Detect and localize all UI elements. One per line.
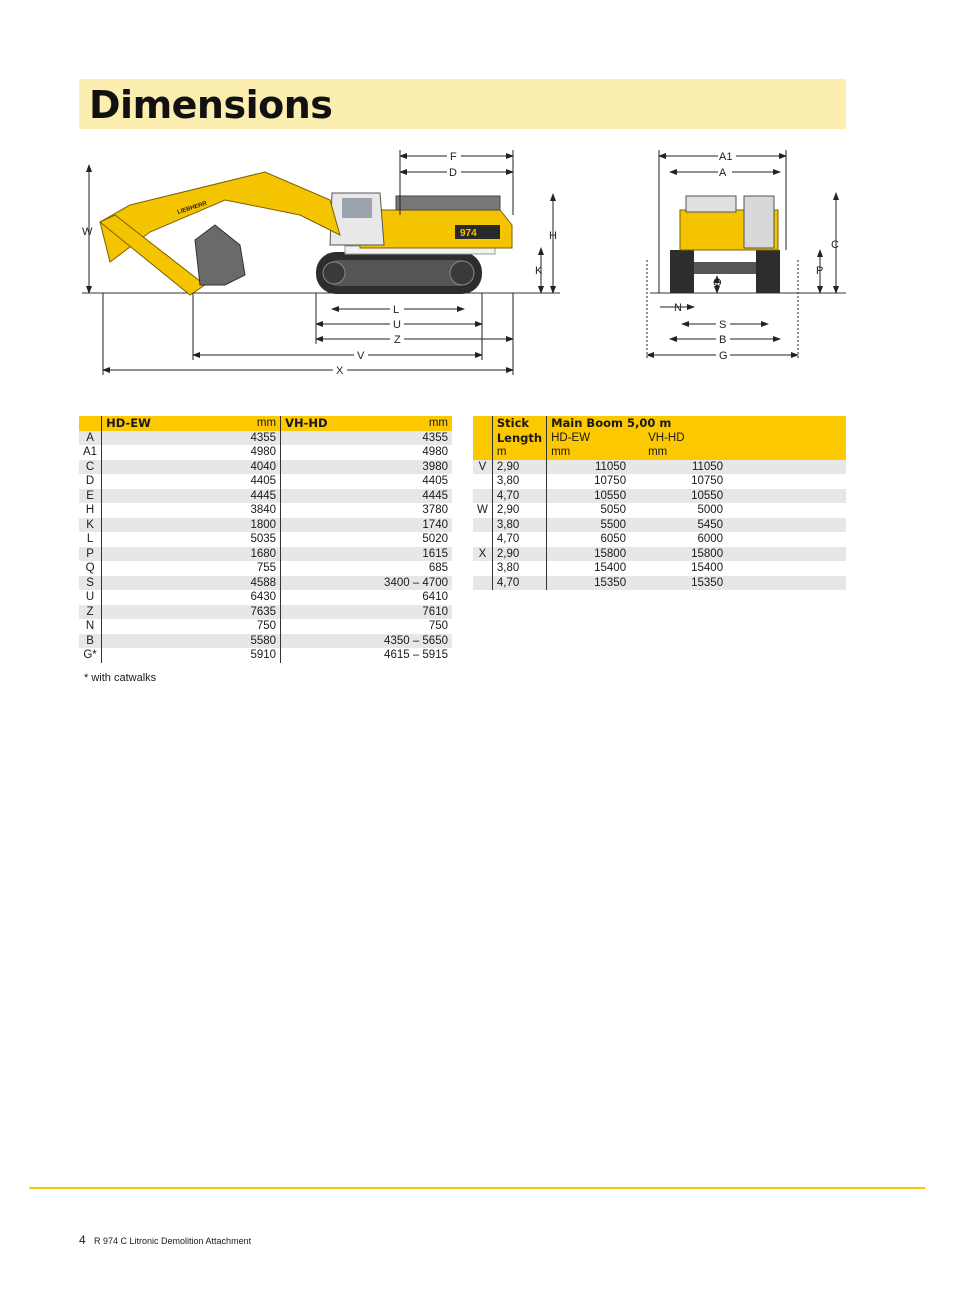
value-vh-hd: 10550 xyxy=(644,489,741,504)
value-vh-hd: 4980 xyxy=(281,445,452,460)
dim-label-L: L xyxy=(393,304,400,316)
value-vh-hd: 1740 xyxy=(281,518,452,533)
value-hd-ew: 15350 xyxy=(547,576,645,591)
table-row xyxy=(79,576,452,591)
value-hd-ew: 4588 xyxy=(102,576,281,591)
footer-rule xyxy=(29,1187,925,1189)
value-hd-ew: 4040 xyxy=(102,460,281,475)
table-row xyxy=(79,518,452,533)
table-header xyxy=(473,416,846,431)
table-row xyxy=(79,431,452,446)
value-hd-ew: 11050 xyxy=(547,460,645,475)
dim-label-W: W xyxy=(82,226,93,238)
table-row xyxy=(79,605,452,620)
stick-length: 2,90 xyxy=(492,460,546,475)
table-row xyxy=(79,489,452,504)
dim-label-V: V xyxy=(357,350,365,362)
unit-mm: mm xyxy=(428,417,448,429)
value-vh-hd: 3980 xyxy=(281,460,452,475)
value-hd-ew: 10750 xyxy=(547,474,645,489)
table-row xyxy=(79,460,452,475)
document-title: R 974 C Litronic Demolition Attachment xyxy=(94,1236,252,1246)
dim-label-S: S xyxy=(719,319,727,331)
value-hd-ew: 5050 xyxy=(547,503,645,518)
col-vh-hd: VH-HD xyxy=(285,416,328,430)
value-hd-ew: 15400 xyxy=(547,561,645,576)
value-vh-hd: 7610 xyxy=(281,605,452,620)
value-hd-ew: 1800 xyxy=(102,518,281,533)
table-row xyxy=(79,561,452,576)
stick-length: 2,90 xyxy=(492,547,546,562)
stick-length: 4,70 xyxy=(492,532,546,547)
dimensions-table xyxy=(79,416,452,663)
value-hd-ew: 3840 xyxy=(102,503,281,518)
row-key: B xyxy=(79,634,102,649)
value-vh-hd: 4615 – 5915 xyxy=(281,648,452,663)
page-title: Dimensions xyxy=(89,83,333,127)
value-vh-hd: 6410 xyxy=(281,590,452,605)
value-vh-hd: 5020 xyxy=(281,532,452,547)
table-row xyxy=(473,474,846,489)
dim-label-F: F xyxy=(450,151,457,163)
table-row xyxy=(473,518,846,533)
dim-label-B: B xyxy=(719,334,727,346)
table-row xyxy=(79,648,452,663)
stick-length: 3,80 xyxy=(492,561,546,576)
track-right xyxy=(756,250,780,293)
row-key: D xyxy=(79,474,102,489)
value-hd-ew: 6430 xyxy=(102,590,281,605)
value-vh-hd: 5000 xyxy=(644,503,741,518)
row-key: E xyxy=(79,489,102,504)
row-key: V xyxy=(473,460,492,475)
value-vh-hd: 10750 xyxy=(644,474,741,489)
value-hd-ew: 5035 xyxy=(102,532,281,547)
unit-mm: mm xyxy=(547,445,645,460)
value-vh-hd: 4355 xyxy=(281,431,452,446)
row-key: Q xyxy=(79,561,102,576)
stick-header: Stick xyxy=(492,416,546,431)
table-row xyxy=(473,547,846,562)
dim-label-A1: A1 xyxy=(719,151,733,163)
value-vh-hd: 4350 – 5650 xyxy=(281,634,452,649)
value-vh-hd: 3780 xyxy=(281,503,452,518)
table-row xyxy=(473,503,846,518)
table-row xyxy=(79,532,452,547)
stick-length: 2,90 xyxy=(492,503,546,518)
value-hd-ew: 755 xyxy=(102,561,281,576)
table-row xyxy=(473,532,846,547)
table-row xyxy=(473,460,846,475)
value-hd-ew: 5910 xyxy=(102,648,281,663)
row-key: N xyxy=(79,619,102,634)
dim-label-A: A xyxy=(719,167,727,179)
model-badge: 974 xyxy=(460,228,477,239)
stick-length: 4,70 xyxy=(492,576,546,591)
value-vh-hd: 6000 xyxy=(644,532,741,547)
row-key: X xyxy=(473,547,492,562)
value-hd-ew: 10550 xyxy=(547,489,645,504)
unit-mm: mm xyxy=(256,417,277,429)
dim-label-Z: Z xyxy=(394,334,401,346)
row-key xyxy=(473,489,492,504)
table-row xyxy=(473,576,846,591)
table-row xyxy=(79,445,452,460)
value-hd-ew: 4355 xyxy=(102,431,281,446)
unit-m: m xyxy=(492,445,546,460)
value-vh-hd: 685 xyxy=(281,561,452,576)
value-vh-hd: 1615 xyxy=(281,547,452,562)
row-key: K xyxy=(79,518,102,533)
value-vh-hd: 750 xyxy=(281,619,452,634)
value-hd-ew: 5500 xyxy=(547,518,645,533)
dim-label-N: N xyxy=(674,302,682,314)
row-key xyxy=(473,518,492,533)
footnote: * with catwalks xyxy=(84,672,157,684)
dim-label-K: K xyxy=(535,265,543,277)
value-hd-ew: 750 xyxy=(102,619,281,634)
table-row xyxy=(473,489,846,504)
value-vh-hd: 4405 xyxy=(281,474,452,489)
front-view-drawing xyxy=(0,0,954,400)
value-vh-hd: 15800 xyxy=(644,547,741,562)
value-vh-hd: 15350 xyxy=(644,576,741,591)
table-row xyxy=(79,619,452,634)
value-vh-hd: 4445 xyxy=(281,489,452,504)
value-vh-hd: 11050 xyxy=(644,460,741,475)
table-row xyxy=(79,474,452,489)
table-row xyxy=(79,634,452,649)
value-hd-ew: 1680 xyxy=(102,547,281,562)
value-hd-ew: 6050 xyxy=(547,532,645,547)
dim-label-U: U xyxy=(393,319,401,331)
stick-length: 3,80 xyxy=(492,474,546,489)
value-hd-ew: 4405 xyxy=(102,474,281,489)
dim-label-D: D xyxy=(449,167,457,179)
length-header: Length xyxy=(492,431,546,446)
stick-length: 3,80 xyxy=(492,518,546,533)
table-row xyxy=(79,590,452,605)
value-hd-ew: 5580 xyxy=(102,634,281,649)
row-key: W xyxy=(473,503,492,518)
row-key: L xyxy=(79,532,102,547)
dim-label-C: C xyxy=(831,239,839,251)
row-key: P xyxy=(79,547,102,562)
row-key xyxy=(473,532,492,547)
value-hd-ew: 4445 xyxy=(102,489,281,504)
boom-brand: LIEBHERR xyxy=(176,200,208,216)
row-key xyxy=(473,561,492,576)
col-hd-ew: HD-EW xyxy=(106,416,151,430)
dim-label-H: H xyxy=(549,230,557,242)
table-row xyxy=(79,547,452,562)
col-vh-hd: VH-HD xyxy=(644,431,741,446)
row-key xyxy=(473,576,492,591)
dim-label-G: G xyxy=(719,350,728,362)
unit-mm: mm xyxy=(644,445,741,460)
row-key xyxy=(473,474,492,489)
row-key: S xyxy=(79,576,102,591)
table-header xyxy=(79,416,452,431)
main-boom-header: Main Boom 5,00 m xyxy=(547,416,846,431)
value-vh-hd: 3400 – 4700 xyxy=(281,576,452,591)
col-hd-ew: HD-EW xyxy=(547,431,645,446)
value-vh-hd: 15400 xyxy=(644,561,741,576)
dim-label-X: X xyxy=(336,365,344,377)
table-row xyxy=(473,561,846,576)
row-key: H xyxy=(79,503,102,518)
row-key: Z xyxy=(79,605,102,620)
row-key: A xyxy=(79,431,102,446)
value-hd-ew: 7635 xyxy=(102,605,281,620)
row-key: A1 xyxy=(79,445,102,460)
stick-length: 4,70 xyxy=(492,489,546,504)
track-left xyxy=(670,250,694,293)
dim-label-O: O xyxy=(713,277,722,289)
table-row xyxy=(79,503,452,518)
row-key: U xyxy=(79,590,102,605)
page-number: 4 xyxy=(79,1233,86,1247)
stick-length-table xyxy=(473,416,846,590)
row-key: C xyxy=(79,460,102,475)
value-hd-ew: 15800 xyxy=(547,547,645,562)
dim-label-P: P xyxy=(816,265,824,277)
value-hd-ew: 4980 xyxy=(102,445,281,460)
row-key: G* xyxy=(79,648,102,663)
value-vh-hd: 5450 xyxy=(644,518,741,533)
